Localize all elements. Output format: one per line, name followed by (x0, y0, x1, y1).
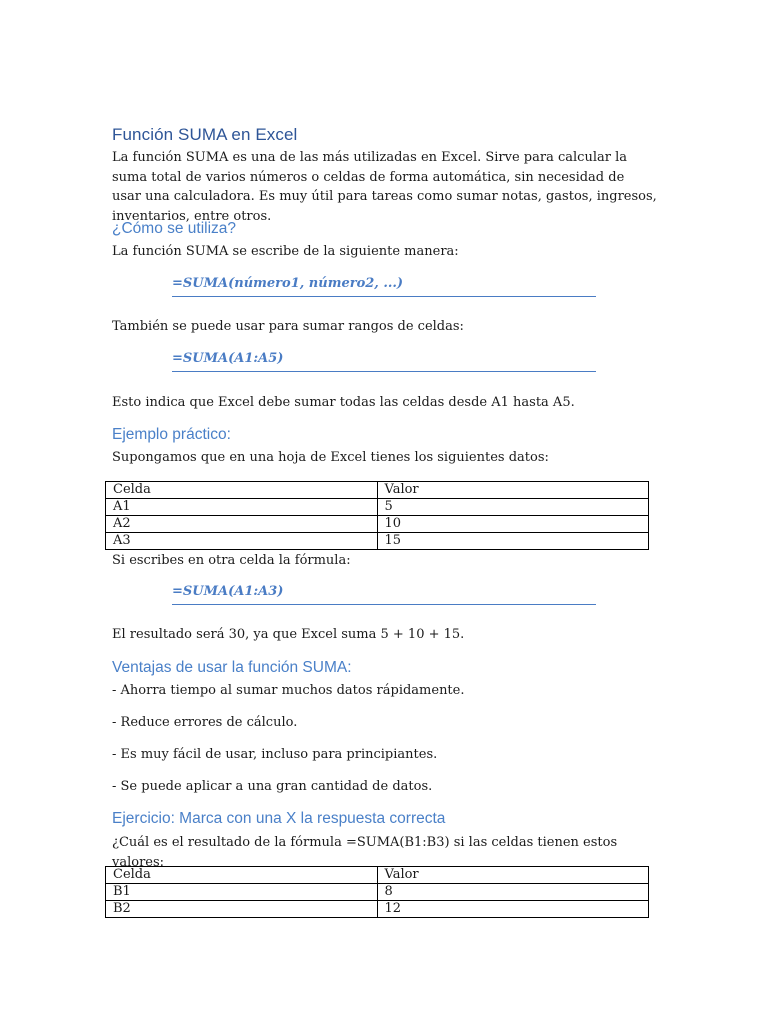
uso-text-2: También se puede usar para sumar rangos de celdas: (112, 319, 464, 334)
table-row (106, 533, 649, 550)
page-title: Función SUMA en Excel (112, 125, 298, 144)
list-item: - Se puede aplicar a una gran cantidad de datos. (112, 779, 433, 794)
uso-text-3: Esto indica que Excel debe sumar todas las celdas desde A1 hasta A5. (112, 395, 575, 410)
table-cell: B1 (106, 884, 378, 901)
ejercicio-text-1: ¿Cuál es el resultado de la fórmula =SUMA(B1:B3) si las celdas tienen estos valores: (112, 835, 618, 870)
heading-como-se-utiliza: ¿Cómo se utiliza? (112, 220, 237, 237)
formula-suma-ejemplo: =SUMA(A1:A3) (172, 584, 596, 605)
table-cell: 15 (377, 533, 649, 550)
table-cell: A1 (106, 499, 378, 516)
heading-ventajas: Ventajas de usar la función SUMA: (112, 659, 352, 676)
table-header-cell: Valor (377, 867, 649, 884)
table-row (106, 901, 649, 918)
table-header-cell: Celda (106, 867, 378, 884)
table-row (106, 884, 649, 901)
formula-suma-general: =SUMA(número1, número2, ...) (172, 276, 596, 297)
table-row (106, 499, 649, 516)
list-item: - Es muy fácil de usar, incluso para principiantes. (112, 747, 438, 762)
formula-suma-rango: =SUMA(A1:A5) (172, 351, 596, 372)
ejemplo-text-1: Supongamos que en una hoja de Excel tienes los siguientes datos: (112, 450, 549, 465)
intro-paragraph: La función SUMA es una de las más utilizadas en Excel. Sirve para calcular la suma total de varios números o celdas de forma automática, sin necesidad de usar una calculadora. Es muy útil para tareas como sumar notas, gastos, ingresos, inventarios, entre otros. (112, 150, 657, 224)
table-cell: B2 (106, 901, 378, 918)
table-cell: A2 (106, 516, 378, 533)
table-header-cell: Celda (106, 482, 378, 499)
heading-ejercicio: Ejercicio: Marca con una X la respuesta correcta (112, 810, 446, 827)
table-cell: 5 (377, 499, 649, 516)
table-row (106, 516, 649, 533)
list-item: - Ahorra tiempo al sumar muchos datos rápidamente. (112, 683, 465, 698)
ejemplo-text-2: Si escribes en otra celda la fórmula: (112, 553, 351, 568)
uso-text-1: La función SUMA se escribe de la siguiente manera: (112, 244, 459, 259)
ejercicio-table (105, 866, 649, 918)
heading-ejemplo-practico: Ejemplo práctico: (112, 426, 231, 443)
list-item: - Reduce errores de cálculo. (112, 715, 298, 730)
table-header-cell: Valor (377, 482, 649, 499)
table-cell: 8 (377, 884, 649, 901)
ejemplo-table (105, 481, 649, 550)
table-cell: 10 (377, 516, 649, 533)
table-header-row (106, 482, 649, 499)
table-cell: 12 (377, 901, 649, 918)
ejemplo-text-3: El resultado será 30, ya que Excel suma 5 + 10 + 15. (112, 627, 465, 642)
table-header-row (106, 867, 649, 884)
table-cell: A3 (106, 533, 378, 550)
